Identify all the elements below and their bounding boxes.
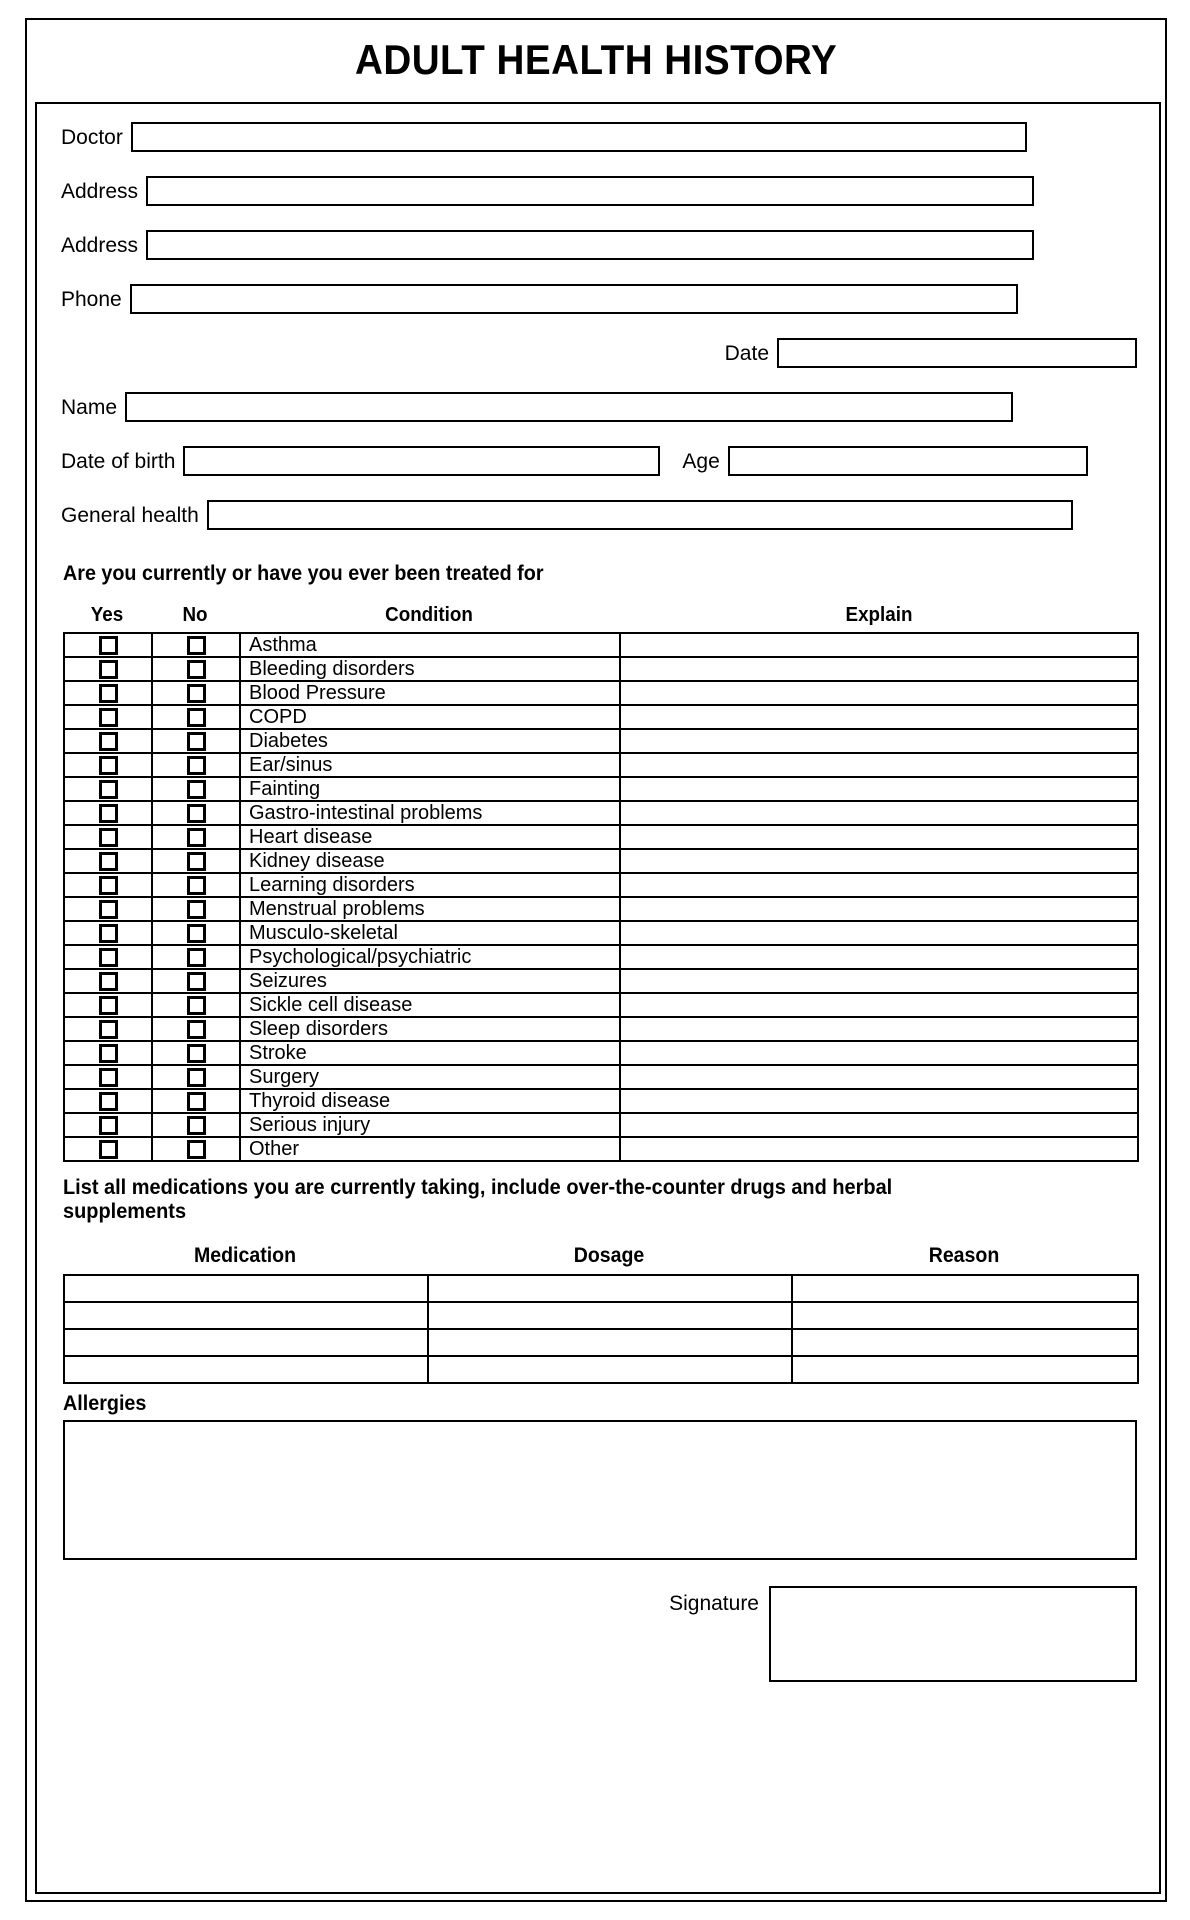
condition-explain-input[interactable] [620,1065,1138,1089]
condition-label: Seizures [240,969,620,993]
address-1-label: Address [61,179,139,203]
condition-explain-input[interactable] [620,801,1138,825]
checkbox-no-icon[interactable] [187,708,206,727]
condition-row [64,801,1138,825]
medications-table [63,1274,1139,1384]
conditions-heading: Are you currently or have you ever been treated for [63,562,544,585]
medication-reason-input[interactable] [792,1302,1138,1329]
checkbox-yes-icon[interactable] [99,924,118,943]
checkbox-no-icon[interactable] [187,1092,206,1111]
date-input[interactable] [777,338,1137,368]
column-header-reason: Reason [928,1244,1000,1267]
condition-no-cell[interactable] [152,1017,240,1041]
condition-yes-cell[interactable] [64,801,152,825]
checkbox-yes-icon[interactable] [99,1044,118,1063]
condition-yes-cell[interactable] [64,681,152,705]
condition-no-cell[interactable] [152,945,240,969]
doctor-label: Doctor [61,125,123,149]
condition-label: Musculo-skeletal [240,921,620,945]
condition-label: Thyroid disease [240,1089,620,1113]
medication-dosage-input[interactable] [428,1356,792,1383]
signature-row [63,1586,1137,1682]
medication-row [64,1329,1138,1356]
condition-row [64,921,1138,945]
checkbox-no-icon[interactable] [187,804,206,823]
checkbox-yes-icon[interactable] [99,756,118,775]
condition-explain-input[interactable] [620,897,1138,921]
medication-row [64,1275,1138,1302]
field-row-general-health [61,500,1073,530]
condition-label: Psychological/psychiatric [240,945,620,969]
doctor-input[interactable] [131,122,1027,152]
signature-input[interactable] [769,1586,1137,1682]
age-label: Age [682,449,720,473]
medications-table-body [64,1275,1138,1383]
condition-no-cell[interactable] [152,969,240,993]
checkbox-yes-icon[interactable] [99,996,118,1015]
checkbox-no-icon[interactable] [187,828,206,847]
condition-row [64,873,1138,897]
medication-medication-input[interactable] [64,1329,428,1356]
field-row-address-1 [61,176,1034,206]
condition-label: Other [240,1137,620,1161]
medication-reason-input[interactable] [792,1356,1138,1383]
condition-label: Diabetes [240,729,620,753]
address-2-input[interactable] [146,230,1034,260]
checkbox-no-icon[interactable] [187,1044,206,1063]
condition-no-cell[interactable] [152,825,240,849]
condition-yes-cell[interactable] [64,657,152,681]
checkbox-no-icon[interactable] [187,948,206,967]
condition-yes-cell[interactable] [64,1017,152,1041]
condition-label: Kidney disease [240,849,620,873]
checkbox-no-icon[interactable] [187,732,206,751]
checkbox-no-icon[interactable] [187,876,206,895]
checkbox-yes-icon[interactable] [99,852,118,871]
condition-row [64,1065,1138,1089]
condition-no-cell[interactable] [152,729,240,753]
condition-no-cell[interactable] [152,753,240,777]
condition-yes-cell[interactable] [64,825,152,849]
condition-explain-input[interactable] [620,1113,1138,1137]
general-health-input[interactable] [207,500,1073,530]
condition-explain-input[interactable] [620,945,1138,969]
allergies-heading: Allergies [63,1392,147,1415]
condition-no-cell[interactable] [152,1113,240,1137]
condition-no-cell[interactable] [152,777,240,801]
condition-yes-cell[interactable] [64,921,152,945]
condition-no-cell[interactable] [152,705,240,729]
column-header-dosage: Dosage [573,1244,645,1267]
condition-no-cell[interactable] [152,897,240,921]
condition-no-cell[interactable] [152,921,240,945]
condition-label: Bleeding disorders [240,657,620,681]
checkbox-no-icon[interactable] [187,1068,206,1087]
checkbox-yes-icon[interactable] [99,780,118,799]
checkbox-yes-icon[interactable] [99,900,118,919]
condition-no-cell[interactable] [152,873,240,897]
field-row-date [61,338,1137,368]
page-title: ADULT HEALTH HISTORY [354,36,838,83]
field-row-phone [61,284,1018,314]
medication-medication-input[interactable] [64,1356,428,1383]
condition-yes-cell[interactable] [64,849,152,873]
checkbox-yes-icon[interactable] [99,804,118,823]
checkbox-yes-icon[interactable] [99,1116,118,1135]
condition-no-cell[interactable] [152,801,240,825]
checkbox-yes-icon[interactable] [99,876,118,895]
checkbox-no-icon[interactable] [187,900,206,919]
checkbox-yes-icon[interactable] [99,732,118,751]
condition-explain-input[interactable] [620,1041,1138,1065]
condition-label: Learning disorders [240,873,620,897]
checkbox-no-icon[interactable] [187,972,206,991]
condition-label: Menstrual problems [240,897,620,921]
medication-dosage-input[interactable] [428,1302,792,1329]
checkbox-no-icon[interactable] [187,684,206,703]
condition-yes-cell[interactable] [64,873,152,897]
condition-yes-cell[interactable] [64,1113,152,1137]
condition-row [64,825,1138,849]
condition-no-cell[interactable] [152,849,240,873]
phone-input[interactable] [130,284,1018,314]
checkbox-no-icon[interactable] [187,924,206,943]
date-label: Date [724,341,769,365]
medication-dosage-input[interactable] [428,1275,792,1302]
condition-yes-cell[interactable] [64,1089,152,1113]
checkbox-no-icon[interactable] [187,660,206,679]
condition-no-cell[interactable] [152,633,240,657]
medication-row [64,1356,1138,1383]
condition-no-cell[interactable] [152,1137,240,1161]
condition-row [64,993,1138,1017]
conditions-table-body [64,633,1138,1161]
condition-yes-cell[interactable] [64,753,152,777]
medication-reason-input[interactable] [792,1275,1138,1302]
checkbox-yes-icon[interactable] [99,1140,118,1159]
condition-no-cell[interactable] [152,1065,240,1089]
checkbox-no-icon[interactable] [187,996,206,1015]
condition-explain-input[interactable] [620,825,1138,849]
condition-explain-input[interactable] [620,777,1138,801]
condition-row [64,777,1138,801]
condition-yes-cell[interactable] [64,1041,152,1065]
medication-medication-input[interactable] [64,1302,428,1329]
column-header-medication: Medication [193,1244,297,1267]
column-header-yes: Yes [90,604,124,626]
name-label: Name [61,395,118,419]
condition-row [64,1113,1138,1137]
condition-yes-cell[interactable] [64,897,152,921]
condition-label: Surgery [240,1065,620,1089]
form-body-frame [35,102,1161,1894]
age-input[interactable] [728,446,1088,476]
checkbox-yes-icon[interactable] [99,1068,118,1087]
condition-explain-input[interactable] [620,1017,1138,1041]
condition-explain-input[interactable] [620,969,1138,993]
condition-yes-cell[interactable] [64,1137,152,1161]
condition-explain-input[interactable] [620,753,1138,777]
conditions-table [63,632,1139,1162]
allergies-input[interactable] [63,1420,1137,1560]
checkbox-no-icon[interactable] [187,780,206,799]
condition-row [64,945,1138,969]
condition-yes-cell[interactable] [64,777,152,801]
condition-label: Sickle cell disease [240,993,620,1017]
condition-row [64,1017,1138,1041]
condition-row [64,633,1138,657]
field-row-address-2 [61,230,1034,260]
condition-row [64,729,1138,753]
condition-explain-input[interactable] [620,1089,1138,1113]
condition-explain-input[interactable] [620,657,1138,681]
checkbox-yes-icon[interactable] [99,1092,118,1111]
column-header-explain: Explain [845,604,913,626]
dob-label: Date of birth [61,449,176,473]
title-bar [27,20,1165,100]
medication-medication-input[interactable] [64,1275,428,1302]
checkbox-yes-icon[interactable] [99,972,118,991]
condition-yes-cell[interactable] [64,969,152,993]
name-input[interactable] [125,392,1013,422]
checkbox-yes-icon[interactable] [99,828,118,847]
condition-row [64,849,1138,873]
column-header-condition: Condition [385,604,473,626]
condition-no-cell[interactable] [152,993,240,1017]
dob-input[interactable] [183,446,660,476]
checkbox-no-icon[interactable] [187,1140,206,1159]
condition-explain-input[interactable] [620,1137,1138,1161]
condition-label: COPD [240,705,620,729]
condition-row [64,705,1138,729]
form-page-frame [25,18,1167,1902]
condition-explain-input[interactable] [620,921,1138,945]
address-1-input[interactable] [146,176,1034,206]
checkbox-yes-icon[interactable] [99,708,118,727]
condition-yes-cell[interactable] [64,633,152,657]
condition-explain-input[interactable] [620,633,1138,657]
condition-explain-input[interactable] [620,681,1138,705]
condition-explain-input[interactable] [620,849,1138,873]
condition-row [64,753,1138,777]
signature-label: Signature [669,1592,759,1615]
condition-label: Sleep disorders [240,1017,620,1041]
condition-label: Serious injury [240,1113,620,1137]
field-row-name [61,392,1013,422]
condition-explain-input[interactable] [620,873,1138,897]
checkbox-no-icon[interactable] [187,636,206,655]
checkbox-no-icon[interactable] [187,1020,206,1039]
condition-no-cell[interactable] [152,657,240,681]
condition-row [64,681,1138,705]
medication-row [64,1302,1138,1329]
condition-row [64,897,1138,921]
condition-explain-input[interactable] [620,705,1138,729]
condition-label: Blood Pressure [240,681,620,705]
field-row-dob-age [61,446,1088,476]
condition-explain-input[interactable] [620,729,1138,753]
condition-explain-input[interactable] [620,993,1138,1017]
checkbox-yes-icon[interactable] [99,1020,118,1039]
medications-heading: List all medications you are currently taking, include over-the-counter drugs and herbal supplements [63,1176,893,1223]
condition-yes-cell[interactable] [64,705,152,729]
condition-no-cell[interactable] [152,1041,240,1065]
medication-reason-input[interactable] [792,1329,1138,1356]
condition-label: Fainting [240,777,620,801]
checkbox-no-icon[interactable] [187,1116,206,1135]
checkbox-yes-icon[interactable] [99,684,118,703]
condition-yes-cell[interactable] [64,993,152,1017]
checkbox-yes-icon[interactable] [99,948,118,967]
condition-label: Asthma [240,633,620,657]
condition-yes-cell[interactable] [64,945,152,969]
medications-column-headers [63,1244,1137,1272]
address-2-label: Address [61,233,139,257]
medication-dosage-input[interactable] [428,1329,792,1356]
condition-label: Gastro-intestinal problems [240,801,620,825]
field-row-doctor [61,122,1027,152]
column-header-no: No [182,604,208,626]
condition-row [64,969,1138,993]
checkbox-yes-icon[interactable] [99,636,118,655]
condition-yes-cell[interactable] [64,1065,152,1089]
condition-row [64,1041,1138,1065]
general-health-label: General health [61,503,199,527]
condition-yes-cell[interactable] [64,729,152,753]
checkbox-no-icon[interactable] [187,852,206,871]
condition-label: Heart disease [240,825,620,849]
checkbox-yes-icon[interactable] [99,660,118,679]
condition-row [64,1137,1138,1161]
conditions-column-headers [63,604,1137,630]
condition-label: Ear/sinus [240,753,620,777]
condition-label: Stroke [240,1041,620,1065]
condition-no-cell[interactable] [152,1089,240,1113]
condition-row [64,1089,1138,1113]
condition-row [64,657,1138,681]
checkbox-no-icon[interactable] [187,756,206,775]
condition-no-cell[interactable] [152,681,240,705]
phone-label: Phone [61,287,122,311]
